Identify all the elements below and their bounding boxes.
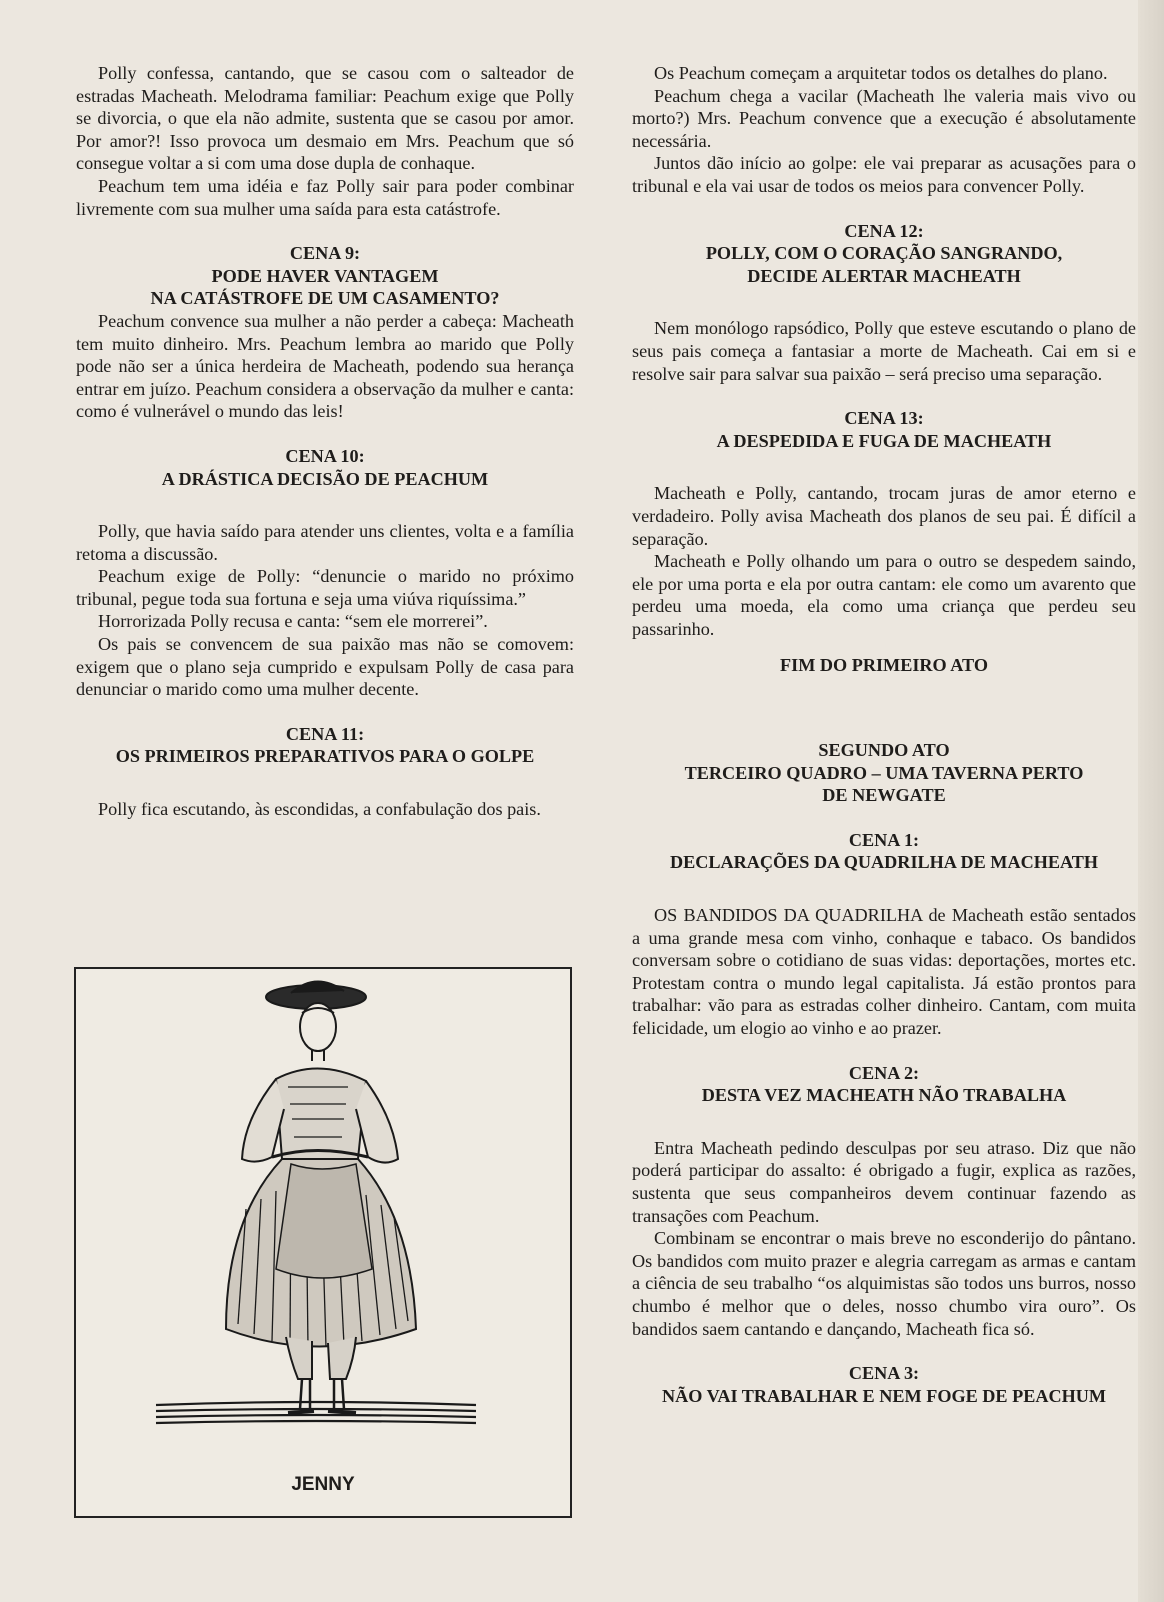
paragraph: Peachum tem uma idéia e faz Polly sair para poder combinar livremente com sua mulher uma saída para esta catástrofe. xyxy=(76,175,574,219)
paragraph: Peachum chega a vacilar (Macheath lhe valeria mais vivo ou morto?) Mrs. Peachum convence que a execução é absolutamente necessária. xyxy=(632,85,1136,151)
scene-label: CENA 13: xyxy=(844,408,924,429)
paragraph: Os pais se convencem de sua paixão mas não se comovem: exigem que o plano seja cumprido e expulsam Polly de casa para denunciar o marido como uma mulher decente. xyxy=(76,634,574,700)
paragraph: Polly confessa, cantando, que se casou com o salteador de estradas Macheath. Melodrama familiar: Peachum exige que Polly se divorcia, o que ela não admite, sustenta que se casou por amor. Por amor?! Isso provoca um desmaio em Mrs. Peachum que só consegue voltar a si com uma dose dupla de conhaque. xyxy=(76,63,574,174)
scene-title: A DESPEDIDA E FUGA DE MACHEATH xyxy=(716,430,1052,451)
right-column xyxy=(632,62,1136,1407)
scene-title: A DRÁSTICA DECISÃO DE PEACHUM xyxy=(161,468,489,489)
woman-figure-drawing xyxy=(76,969,570,1469)
scene-label: CENA 10: xyxy=(285,445,365,466)
paragraph: Juntos dão início ao golpe: ele vai preparar as acusações para o tribunal e ela vai usar de todos os meios para convencer Polly. xyxy=(632,153,1136,196)
scene-title: DECIDE ALERTAR MACHEATH xyxy=(747,265,1021,286)
act-subtitle: DE NEWGATE xyxy=(822,785,946,806)
scene-label: CENA 9: xyxy=(289,243,361,264)
act-end-heading: FIM DO PRIMEIRO ATO xyxy=(780,655,988,676)
scene-heading-11 xyxy=(76,723,574,768)
paragraph: Os Peachum começam a arquitetar todos os detalhes do plano. xyxy=(654,63,1108,83)
scene-label: CENA 2: xyxy=(848,1062,920,1083)
scene-heading-9 xyxy=(76,242,574,310)
paragraph: Macheath e Polly olhando um para o outro se despedem saindo, ele por uma porta e ela por outra cantam: ele como um avarento que perdeu uma moeda, ela como uma criança que perdeu seu passarinho. xyxy=(632,551,1136,639)
scene-title: POLLY, COM O CORAÇÃO SANGRANDO, xyxy=(705,243,1063,264)
scene-heading-3 xyxy=(632,1362,1136,1407)
act-subtitle: TERCEIRO QUADRO – UMA TAVERNA PERTO xyxy=(684,762,1084,783)
act-title: SEGUNDO ATO xyxy=(818,740,950,761)
scene-heading-10 xyxy=(76,445,574,490)
paragraph: Nem monólogo rapsódico, Polly que esteve escutando o plano de seus pais começa a fantasiar a morte de Macheath. Cai em si e resolve sair para salvar sua paixão – será preciso uma separação. xyxy=(632,318,1136,384)
scene-label: CENA 1: xyxy=(848,829,920,850)
scene-title: OS PRIMEIROS PREPARATIVOS PARA O GOLPE xyxy=(115,746,535,767)
scene-title: DESTA VEZ MACHEATH NÃO TRABALHA xyxy=(701,1085,1067,1106)
scene-heading-1 xyxy=(632,829,1136,874)
paragraph: Horrorizada Polly recusa e canta: “sem ele morrerei”. xyxy=(98,611,488,632)
paragraph: Polly fica escutando, às escondidas, a confabulação dos pais. xyxy=(98,799,541,820)
paragraph: Peachum convence sua mulher a não perder a cabeça: Macheath tem muito dinheiro. Mrs. Peachum lembra ao marido que Polly pode não ser a única herdeira de Macheath, podendo sua herança entrar em juízo. Peachum considera a observação da mulher e canta: como é vulnerável o mundo das leis! xyxy=(76,310,574,422)
paragraph: Macheath e Polly, cantando, trocam juras de amor eterno e verdadeiro. Polly avisa Macheath dos planos de seu pai. É difícil a separação. xyxy=(632,483,1136,549)
scene-label: CENA 3: xyxy=(848,1363,920,1384)
scene-title: NA CATÁSTROFE DE UM CASAMENTO? xyxy=(150,288,500,309)
left-column xyxy=(76,62,574,821)
scene-label: CENA 11: xyxy=(285,723,365,744)
scene-title: PODE HAVER VANTAGEM xyxy=(211,265,439,286)
scene-title: NÃO VAI TRABALHAR E NEM FOGE DE PEACHUM xyxy=(661,1385,1107,1406)
illustration-caption: JENNY xyxy=(291,1474,355,1495)
scene-heading-13 xyxy=(632,407,1136,452)
jenny-illustration xyxy=(74,967,572,1518)
scene-title: DECLARAÇÕES DA QUADRILHA DE MACHEATH xyxy=(669,852,1099,873)
paragraph: Peachum exige de Polly: “denuncie o marido no próximo tribunal, pegue toda sua fortuna e seja uma viúva riquíssima.” xyxy=(76,566,574,609)
scene-heading-12 xyxy=(632,220,1136,288)
paragraph: Combinam se encontrar o mais breve no esconderijo do pântano. Os bandidos com muito prazer e alegria carregam as armas e cantam a ciência de seu trabalho “os alquimistas são todos uns burros, nosso chumbo é melhor que o deles, nosso chumbo vira ouro”. Os bandidos saem cantando e dançando, Macheath fica só. xyxy=(632,1228,1136,1339)
act-heading xyxy=(632,739,1136,807)
paragraph: OS BANDIDOS DA QUADRILHA de Macheath estão sentados a uma grande mesa com vinho, conhaque e tabaco. Os bandidos conversam sobre o cotidiano de suas vidas: deportações, mortes etc. Protestam contra o mundo legal capitalista. Já estão prontos para trabalhar: vão para as estradas colher dinheiro. Cantam, com muita felicidade, um elogio ao vinho e ao prazer. xyxy=(632,905,1136,1038)
page-edge xyxy=(1138,0,1164,1602)
paragraph: Entra Macheath pedindo desculpas por seu atraso. Diz que não poderá participar do assalto: é obrigado a fugir, explica as razões, sustenta que seus companheiros devem continuar fazendo as transações com Peachum. xyxy=(632,1137,1136,1226)
paragraph: Polly, que havia saído para atender uns clientes, volta e a família retoma a discussão. xyxy=(76,521,574,564)
scene-heading-2 xyxy=(632,1062,1136,1107)
scene-label: CENA 12: xyxy=(844,220,924,241)
